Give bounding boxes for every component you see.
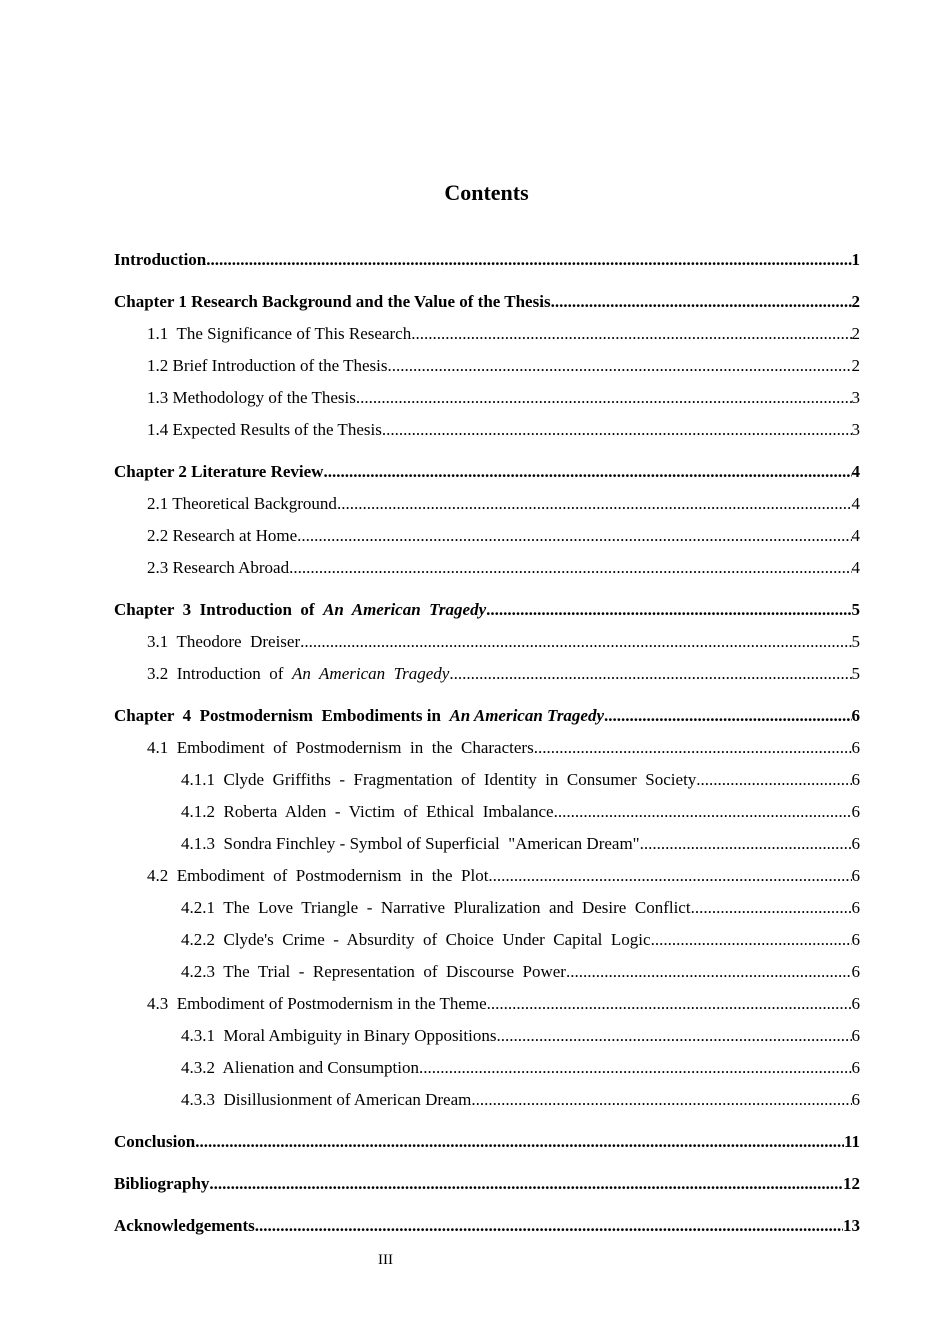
dot-leader [554,799,852,825]
toc-entry-page: 12 [843,1174,860,1193]
dot-leader [297,523,851,549]
toc-entry-label: 4.1.1 Clyde Griffiths - Fragmentation of Identity in Consumer Society [181,770,697,789]
toc-entry-label: 4.1 Embodiment of Postmodernism in the Characters [147,738,534,757]
dot-leader [356,385,852,411]
toc-entry-page: 2 [851,292,860,311]
toc-entry-4-2-3[interactable] [114,959,860,991]
dot-leader [551,289,852,315]
toc-entry-label-italic: An American Tragedy [323,600,487,619]
toc-entry-page: 6 [851,1090,860,1109]
toc-entry-page: 6 [851,706,860,725]
toc-entry-page: 5 [851,632,860,651]
dot-leader [209,1171,843,1197]
toc-entry-2-3[interactable] [114,555,860,587]
toc-entry-label: 3.1 Theodore Dreiser [147,632,301,651]
dot-leader [300,629,851,655]
dot-leader [382,417,852,443]
toc-entry-4-1-3[interactable] [114,831,860,863]
toc-entry-label-italic: An American Tragedy [291,664,450,683]
toc-entry-label: 4.3 Embodiment of Postmodernism in the Theme [147,994,487,1013]
toc-entry-page: 3 [851,388,860,407]
dot-leader [289,555,851,581]
toc-entry-label: 1.4 Expected Results of the Thesis [147,420,382,439]
toc-entry-page: 6 [851,802,860,821]
toc-entry-3-2[interactable] [114,661,860,693]
toc-entry-label: 2.3 Research Abroad [147,558,290,577]
toc-entry-4-2-2[interactable] [114,927,860,959]
dot-leader [691,895,852,921]
toc-entry-introduction[interactable] [114,247,860,279]
dot-leader [387,353,851,379]
toc-entry-label: 4.3.2 Alienation and Consumption [181,1058,419,1077]
toc-entry-label-italic: An American Tragedy [449,706,605,725]
toc-entry-4-1[interactable] [114,735,860,767]
dot-leader [487,991,852,1017]
toc-entry-label: 1.2 Brief Introduction of the Thesis [147,356,388,375]
toc-entry-label: Chapter 2 Literature Review [114,462,324,481]
dot-leader [337,491,852,517]
toc-entry-1-2[interactable] [114,353,860,385]
toc-entry-page: 5 [851,664,860,683]
dot-leader [651,927,852,953]
dot-leader [488,863,851,889]
toc-entry-label-text: 3.2 Introduction of [147,664,292,683]
dot-leader [486,597,851,623]
toc-entry-label: 4.2 Embodiment of Postmodernism in the Plot [147,866,489,885]
dot-leader [419,1055,852,1081]
toc-entry-label-text: Chapter 3 Introduction of [114,600,324,619]
toc-entry-label: Bibliography [114,1174,210,1193]
table-of-contents [114,247,860,1245]
toc-entry-label: 4.2.2 Clyde's Crime - Absurdity of Choice Under Capital Logic [181,930,651,949]
dot-leader [411,321,851,347]
toc-entry-chapter-1[interactable] [114,289,860,321]
toc-entry-page: 4 [851,558,860,577]
toc-entry-page: 4 [851,526,860,545]
toc-entry-4-3[interactable] [114,991,860,1023]
toc-entry-page: 6 [851,834,860,853]
toc-entry-page: 13 [843,1216,860,1235]
toc-entry-chapter-2[interactable] [114,459,860,491]
dot-leader [534,735,852,761]
toc-entry-label [147,661,449,687]
toc-entry-page: 6 [851,994,860,1013]
dot-leader [206,247,851,273]
dot-leader [640,831,852,857]
toc-entry-page: 11 [843,1132,860,1151]
toc-entry-label: 1.3 Methodology of the Thesis [147,388,356,407]
dot-leader [323,459,851,485]
toc-entry-label: 1.1 The Significance of This Research [147,324,412,343]
toc-entry-page: 5 [851,600,860,619]
toc-entry-page: 4 [851,462,860,481]
toc-entry-label: Introduction [114,250,207,269]
toc-entry-page: 6 [851,1026,860,1045]
toc-entry-label: Conclusion [114,1132,196,1151]
toc-entry-label: 2.1 Theoretical Background [147,494,337,513]
dot-leader [471,1087,851,1113]
dot-leader [255,1213,843,1239]
dot-leader [449,661,851,687]
dot-leader [604,703,851,729]
toc-entry-4-1-2[interactable] [114,799,860,831]
toc-entry-1-4[interactable] [114,417,860,449]
toc-entry-chapter-4[interactable] [114,703,860,735]
toc-entry-4-3-3[interactable] [114,1087,860,1119]
toc-entry-page: 6 [851,1058,860,1077]
toc-entry-page: 6 [851,866,860,885]
toc-entry-label: 4.3.1 Moral Ambiguity in Binary Oppositions [181,1026,497,1045]
page-number-footer: III [378,1252,393,1268]
toc-entry-page: 4 [851,494,860,513]
toc-title: Contents [444,180,529,205]
toc-entry-page: 2 [851,356,860,375]
toc-entry-label: 4.1.3 Sondra Finchley - Symbol of Superficial "American Dream" [181,834,640,853]
toc-entry-page: 6 [851,930,860,949]
toc-entry-page: 6 [851,738,860,757]
toc-entry-label-text: Chapter 4 Postmodernism Embodiments in [114,706,450,725]
toc-entry-2-2[interactable] [114,523,860,555]
toc-entry-4-1-1[interactable] [114,767,860,799]
dot-leader [195,1129,844,1155]
toc-entry-4-2-1[interactable] [114,895,860,927]
toc-entry-page: 6 [851,962,860,981]
toc-entry-label: 4.3.3 Disillusionment of American Dream [181,1090,472,1109]
dot-leader [566,959,852,985]
toc-entry-4-3-2[interactable] [114,1055,860,1087]
toc-entry-label [114,703,604,729]
toc-entry-conclusion[interactable] [114,1129,860,1161]
dot-leader [496,1023,851,1049]
toc-entry-chapter-3[interactable] [114,597,860,629]
toc-entry-2-1[interactable] [114,491,860,523]
toc-entry-label: 4.2.1 The Love Triangle - Narrative Pluralization and Desire Conflict [181,898,691,917]
toc-entry-acknowledgements[interactable] [114,1213,860,1245]
toc-entry-bibliography[interactable] [114,1171,860,1203]
toc-entry-3-1[interactable] [114,629,860,661]
toc-entry-page: 1 [851,250,860,269]
dot-leader [696,767,851,793]
toc-entry-4-3-1[interactable] [114,1023,860,1055]
toc-entry-page: 6 [851,770,860,789]
toc-entry-4-2[interactable] [114,863,860,895]
toc-entry-page: 2 [851,324,860,343]
toc-entry-1-3[interactable] [114,385,860,417]
toc-entry-label: 4.2.3 The Trial - Representation of Discourse Power [181,962,566,981]
toc-entry-label: Acknowledgements [114,1216,255,1235]
toc-entry-1-1[interactable] [114,321,860,353]
toc-entry-label: Chapter 1 Research Background and the Value of the Thesis [114,292,551,311]
toc-entry-page: 6 [851,898,860,917]
toc-entry-label [114,597,486,623]
toc-entry-label: 2.2 Research at Home [147,526,298,545]
toc-entry-label: 4.1.2 Roberta Alden - Victim of Ethical Imbalance [181,802,554,821]
toc-entry-page: 3 [851,420,860,439]
